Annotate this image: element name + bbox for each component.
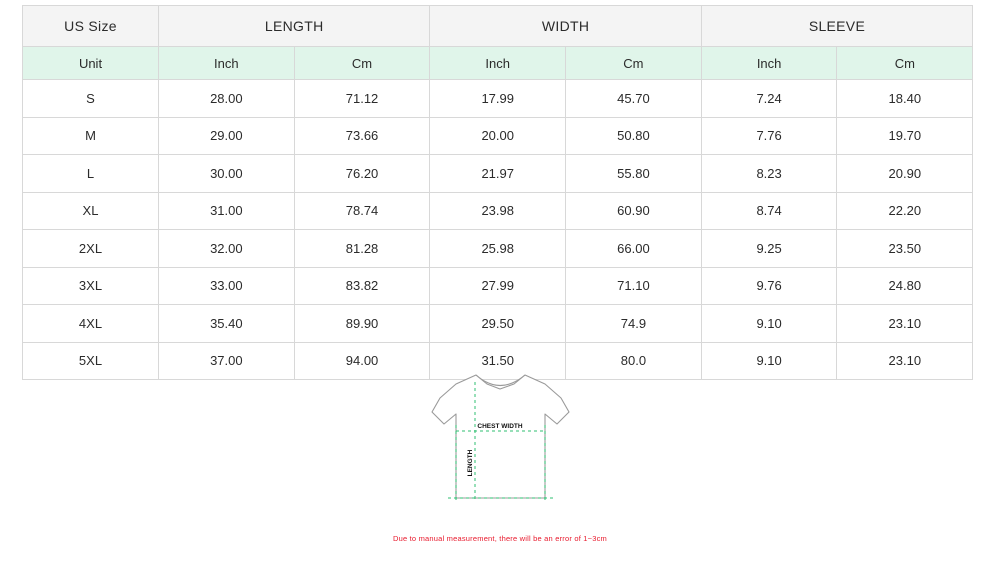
cell-length-cm: 71.12 [294,80,430,118]
tshirt-body-path [432,375,569,498]
cell-width-inch: 27.99 [430,267,566,305]
tshirt-icon [418,368,583,518]
size-chart-table [22,5,973,380]
cell-sleeve-inch: 9.25 [701,230,837,268]
cell-length-cm: 76.20 [294,155,430,193]
cell-length-cm: 78.74 [294,192,430,230]
cell-length-inch: 33.00 [159,267,295,305]
cell-sleeve-cm: 23.50 [837,230,973,268]
table-row [23,80,973,118]
cell-width-inch: 21.97 [430,155,566,193]
table-body [23,80,973,380]
cell-length-inch: 31.00 [159,192,295,230]
cell-size: 4XL [23,305,159,343]
cell-length-inch: 30.00 [159,155,295,193]
cell-width-inch: 20.00 [430,117,566,155]
group-header-width: WIDTH [430,6,701,47]
table-header [23,6,973,80]
unit-header-width-inch: Inch [430,47,566,80]
cell-size: XL [23,192,159,230]
tshirt-illustration [418,368,583,518]
group-header-us-size: US Size [23,6,159,47]
cell-sleeve-inch: 8.74 [701,192,837,230]
cell-sleeve-inch: 9.10 [701,342,837,380]
cell-sleeve-cm: 18.40 [837,80,973,118]
cell-width-cm: 45.70 [566,80,702,118]
cell-sleeve-cm: 24.80 [837,267,973,305]
table-row [23,117,973,155]
cell-width-cm: 80.0 [566,342,702,380]
length-label: LENGTH [467,449,474,477]
cell-length-inch: 37.00 [159,342,295,380]
cell-length-cm: 81.28 [294,230,430,268]
chest-width-label: CHEST WIDTH [477,423,523,430]
size-chart-table-container [22,5,972,380]
cell-width-cm: 74.9 [566,305,702,343]
cell-width-inch: 31.50 [430,342,566,380]
cell-sleeve-cm: 20.90 [837,155,973,193]
cell-sleeve-cm: 23.10 [837,305,973,343]
cell-width-cm: 71.10 [566,267,702,305]
cell-size: 2XL [23,230,159,268]
table-row [23,305,973,343]
cell-length-cm: 73.66 [294,117,430,155]
cell-sleeve-cm: 23.10 [837,342,973,380]
cell-sleeve-inch: 7.24 [701,80,837,118]
unit-header-length-inch: Inch [159,47,295,80]
cell-size: 3XL [23,267,159,305]
group-header-length: LENGTH [159,6,430,47]
cell-size: S [23,80,159,118]
cell-sleeve-inch: 9.76 [701,267,837,305]
table-row [23,155,973,193]
measurement-diagram [0,368,1000,563]
cell-width-cm: 66.00 [566,230,702,268]
table-row [23,267,973,305]
unit-header-sleeve-inch: Inch [701,47,837,80]
cell-sleeve-inch: 8.23 [701,155,837,193]
cell-width-inch: 25.98 [430,230,566,268]
cell-length-inch: 29.00 [159,117,295,155]
measurement-note: Due to manual measurement, there will be an error of 1~3cm [393,534,607,543]
group-header-row [23,6,973,47]
cell-width-cm: 55.80 [566,155,702,193]
table-row [23,230,973,268]
cell-length-inch: 35.40 [159,305,295,343]
unit-header-sleeve-cm: Cm [837,47,973,80]
table-row [23,192,973,230]
group-header-sleeve: SLEEVE [701,6,972,47]
unit-header-width-cm: Cm [566,47,702,80]
cell-sleeve-inch: 7.76 [701,117,837,155]
cell-length-cm: 83.82 [294,267,430,305]
cell-size: M [23,117,159,155]
cell-width-cm: 50.80 [566,117,702,155]
cell-width-cm: 60.90 [566,192,702,230]
cell-sleeve-cm: 22.20 [837,192,973,230]
cell-length-cm: 89.90 [294,305,430,343]
cell-sleeve-inch: 9.10 [701,305,837,343]
cell-width-inch: 17.99 [430,80,566,118]
cell-size: 5XL [23,342,159,380]
cell-length-inch: 28.00 [159,80,295,118]
unit-header-length-cm: Cm [294,47,430,80]
cell-size: L [23,155,159,193]
unit-header-row [23,47,973,80]
cell-sleeve-cm: 19.70 [837,117,973,155]
cell-width-inch: 29.50 [430,305,566,343]
cell-length-cm: 94.00 [294,342,430,380]
unit-header-unit: Unit [23,47,159,80]
cell-length-inch: 32.00 [159,230,295,268]
cell-width-inch: 23.98 [430,192,566,230]
